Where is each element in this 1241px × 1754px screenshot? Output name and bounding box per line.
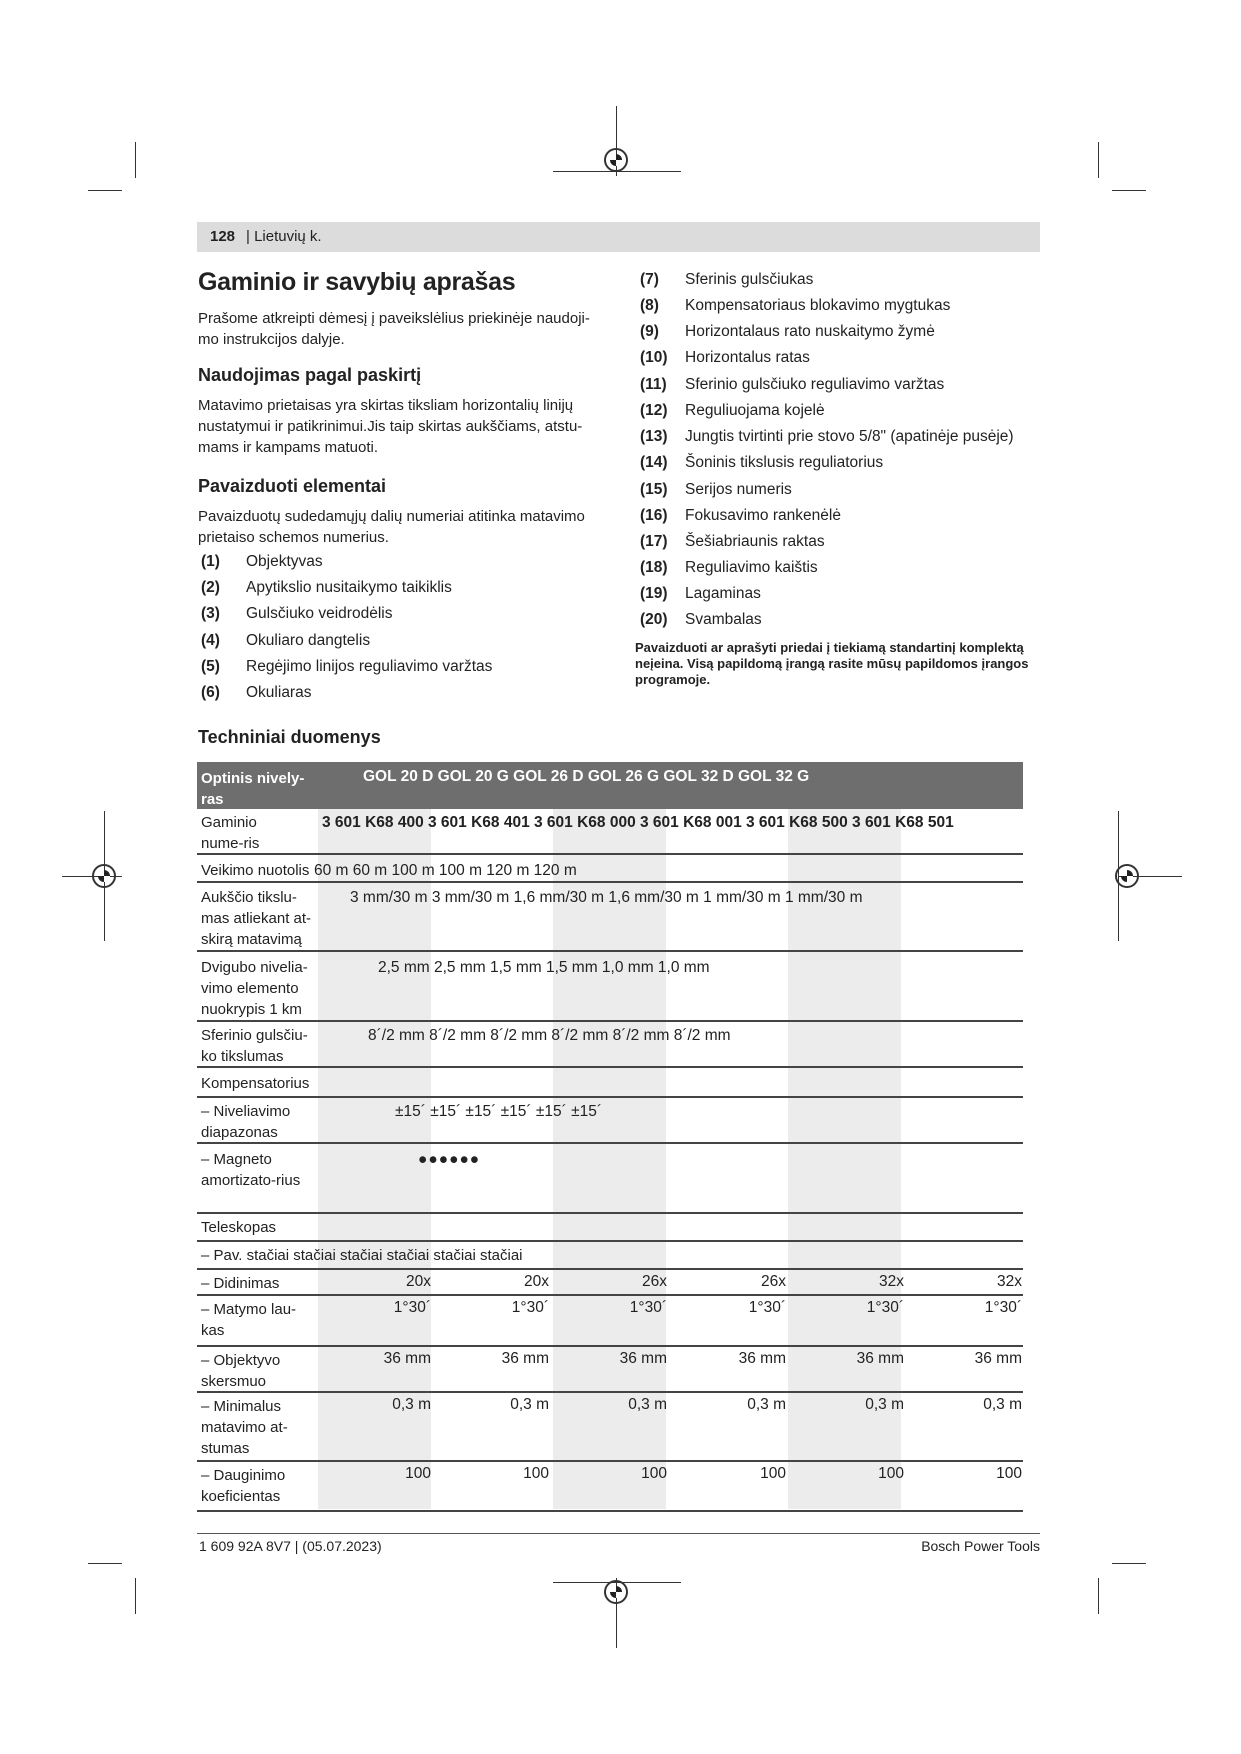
row-label-image: – Pav. stačiai stačiai stačiai stačiai stačiai stačiai [201, 1247, 523, 1264]
table-cell: 36 mm [974, 1350, 1022, 1367]
component-label: Gulsčiuko veidrodėlis [246, 605, 393, 622]
row-label-field-view: – Matymo lau-kas [201, 1301, 297, 1339]
row-value-range: 60 m 60 m 100 m 100 m 120 m 120 m [314, 862, 577, 879]
page-header [197, 222, 1040, 252]
page-title: Gaminio ir savybių aprašas [198, 268, 516, 296]
intro-text: Prašome atkreipti dėmesį į paveikslėlius priekinėje naudoji-mo instrukcijos dalyje. [198, 310, 590, 348]
component-label: Okuliaro dangtelis [246, 632, 371, 649]
row-value-leveling-range: ±15´ ±15´ ±15´ ±15´ ±15´ ±15´ [395, 1103, 602, 1120]
component-label: Šoninis tikslusis reguliatorius [685, 454, 884, 471]
footer-doc-number: 1 609 92A 8V7 | (05.07.2023) [199, 1538, 382, 1554]
accessories-note: Pavaizduoti ar aprašyti priedai į tiekiamą standartinį komplektą neįeina. Visą papildomą įrangą rasite mūsų papildomos įrangos programoje. [635, 640, 1029, 687]
table-cell: 26x [642, 1273, 667, 1290]
language-label: | Lietuvių k. [246, 228, 322, 245]
component-number: (5) [201, 658, 220, 675]
row-value-magnet: ●●●●●● [418, 1151, 481, 1168]
component-label: Regėjimo linijos reguliavimo varžtas [246, 658, 493, 675]
table-cell: 100 [878, 1465, 904, 1482]
table-cell: 32x [879, 1273, 904, 1290]
components-text: Pavaizduotų sudedamųjų dalių numeriai atitinka matavimo prietaiso schemos numerius. [198, 508, 585, 546]
row-label-height-accuracy: Aukščio tikslu-mas atliekant at-skirą matavimą [201, 889, 312, 948]
component-number: (7) [640, 271, 659, 288]
table-cell: 1°30´ [393, 1299, 431, 1316]
component-label: Reguliuojama kojelė [685, 402, 825, 419]
row-label-objective: – Objektyvo skersmuo [201, 1352, 281, 1390]
footer-brand: Bosch Power Tools [921, 1538, 1040, 1554]
row-label-product-no: Gaminio nume-ris [201, 814, 260, 852]
registration-mark-bottom [604, 1580, 628, 1604]
component-label: Serijos numeris [685, 481, 792, 498]
table-cell: 0,3 m [983, 1396, 1022, 1413]
component-label: Sferinio gulsčiuko reguliavimo varžtas [685, 376, 945, 393]
intended-use-heading: Naudojimas pagal paskirtį [198, 365, 422, 385]
row-label-range: Veikimo nuotolis [201, 862, 310, 879]
component-number: (17) [640, 533, 668, 550]
table-cell: 20x [524, 1273, 549, 1290]
table-header-label: Optinis nively-ras [201, 770, 305, 808]
row-value-product-no: 3 601 K68 400 3 601 K68 401 3 601 K68 000 3 601 K68 001 3 601 K68 500 3 601 K68 501 [322, 814, 954, 831]
table-cell: 36 mm [619, 1350, 667, 1367]
component-label: Objektyvas [246, 553, 323, 570]
registration-mark-right [1115, 864, 1139, 888]
component-number: (13) [640, 428, 668, 445]
table-cell: 36 mm [738, 1350, 786, 1367]
component-label: Šešiabriaunis raktas [685, 533, 825, 550]
tech-heading: Techniniai duomenys [198, 727, 381, 747]
row-value-double-leveling: 2,5 mm 2,5 mm 1,5 mm 1,5 mm 1,0 mm 1,0 mm [378, 959, 710, 976]
row-label-compensator: Kompensatorius [201, 1075, 310, 1092]
table-cell: 1°30´ [748, 1299, 786, 1316]
row-label-leveling-range: – Niveliavimo diapazonas [201, 1103, 291, 1141]
page-number: 128 [210, 228, 236, 245]
row-value-height-accuracy: 3 mm/30 m 3 mm/30 m 1,6 mm/30 m 1,6 mm/30 m 1 mm/30 m 1 mm/30 m [350, 889, 863, 906]
component-number: (3) [201, 605, 220, 622]
row-label-magnet: – Magneto amortizato-rius [201, 1151, 301, 1189]
table-cell: 36 mm [856, 1350, 904, 1367]
components-heading: Pavaizduoti elementai [198, 476, 387, 496]
component-number: (9) [640, 323, 659, 340]
table-cell: 36 mm [383, 1350, 431, 1367]
component-label: Okuliaras [246, 684, 312, 701]
table-cell: 0,3 m [865, 1396, 904, 1413]
component-number: (2) [201, 579, 220, 596]
table-cell: 1°30´ [866, 1299, 904, 1316]
row-label-min-distance: – Minimalus matavimo at-stumas [201, 1398, 288, 1457]
table-cell: 0,3 m [510, 1396, 549, 1413]
table-cell: 32x [997, 1273, 1022, 1290]
component-number: (14) [640, 454, 668, 471]
component-label: Lagaminas [685, 585, 761, 602]
component-label: Fokusavimo rankenėlė [685, 507, 841, 524]
component-label: Svambalas [685, 611, 762, 628]
row-label-magnification: – Didinimas [201, 1275, 280, 1292]
row-label-multiplication: – Dauginimo koeficientas [201, 1467, 286, 1505]
table-cell: 0,3 m [628, 1396, 667, 1413]
row-label-telescope: Teleskopas [201, 1219, 277, 1236]
table-cell: 1°30´ [629, 1299, 667, 1316]
component-number: (4) [201, 632, 220, 649]
table-cell: 100 [996, 1465, 1022, 1482]
table-cell: 0,3 m [392, 1396, 431, 1413]
table-cell: 100 [641, 1465, 667, 1482]
component-number: (1) [201, 553, 220, 570]
component-label: Reguliavimo kaištis [685, 559, 818, 576]
component-number: (12) [640, 402, 668, 419]
table-cell: 1°30´ [511, 1299, 549, 1316]
row-label-spherical-accuracy: Sferinio gulsčiu-ko tikslumas [201, 1027, 308, 1065]
component-number: (19) [640, 585, 668, 602]
registration-mark-top [604, 148, 628, 172]
component-label: Apytikslio nusitaikymo taikiklis [246, 579, 452, 596]
table-header-models: GOL 20 D GOL 20 G GOL 26 D GOL 26 G GOL 32 D GOL 32 G [363, 768, 810, 785]
component-number: (10) [640, 349, 668, 366]
row-value-spherical-accuracy: 8´/2 mm 8´/2 mm 8´/2 mm 8´/2 mm 8´/2 mm 8´/2 mm [368, 1027, 731, 1044]
table-cell: 1°30´ [984, 1299, 1022, 1316]
table-header [197, 762, 1023, 809]
table-cell: 26x [761, 1273, 786, 1290]
table-cell: 0,3 m [747, 1396, 786, 1413]
component-label: Sferinis gulsčiukas [685, 271, 814, 288]
table-cell: 20x [406, 1273, 431, 1290]
registration-mark-left [92, 864, 116, 888]
table-cell: 100 [405, 1465, 431, 1482]
component-label: Horizontalaus rato nuskaitymo žymė [685, 323, 935, 340]
table-cell: 36 mm [501, 1350, 549, 1367]
intended-use-text: Matavimo prietaisas yra skirtas tiksliam horizontalių linijų nustatymui ir patikrinimui.Jis taip skirtas aukščiams, atstu-mams ir kampams matuoti. [198, 397, 583, 456]
table-cell: 100 [760, 1465, 786, 1482]
component-number: (11) [640, 376, 667, 393]
component-number: (20) [640, 611, 668, 628]
table-cell: 100 [523, 1465, 549, 1482]
component-number: (15) [640, 481, 668, 498]
component-number: (6) [201, 684, 220, 701]
component-number: (18) [640, 559, 668, 576]
row-label-double-leveling: Dvigubo nivelia-vimo elemento nuokrypis 1 km [201, 959, 308, 1018]
component-label: Jungtis tvirtinti prie stovo 5/8" (apatinėje pusėje) [685, 428, 1014, 445]
component-number: (8) [640, 297, 659, 314]
component-number: (16) [640, 507, 668, 524]
component-label: Kompensatoriaus blokavimo mygtukas [685, 297, 951, 314]
component-label: Horizontalus ratas [685, 349, 810, 366]
